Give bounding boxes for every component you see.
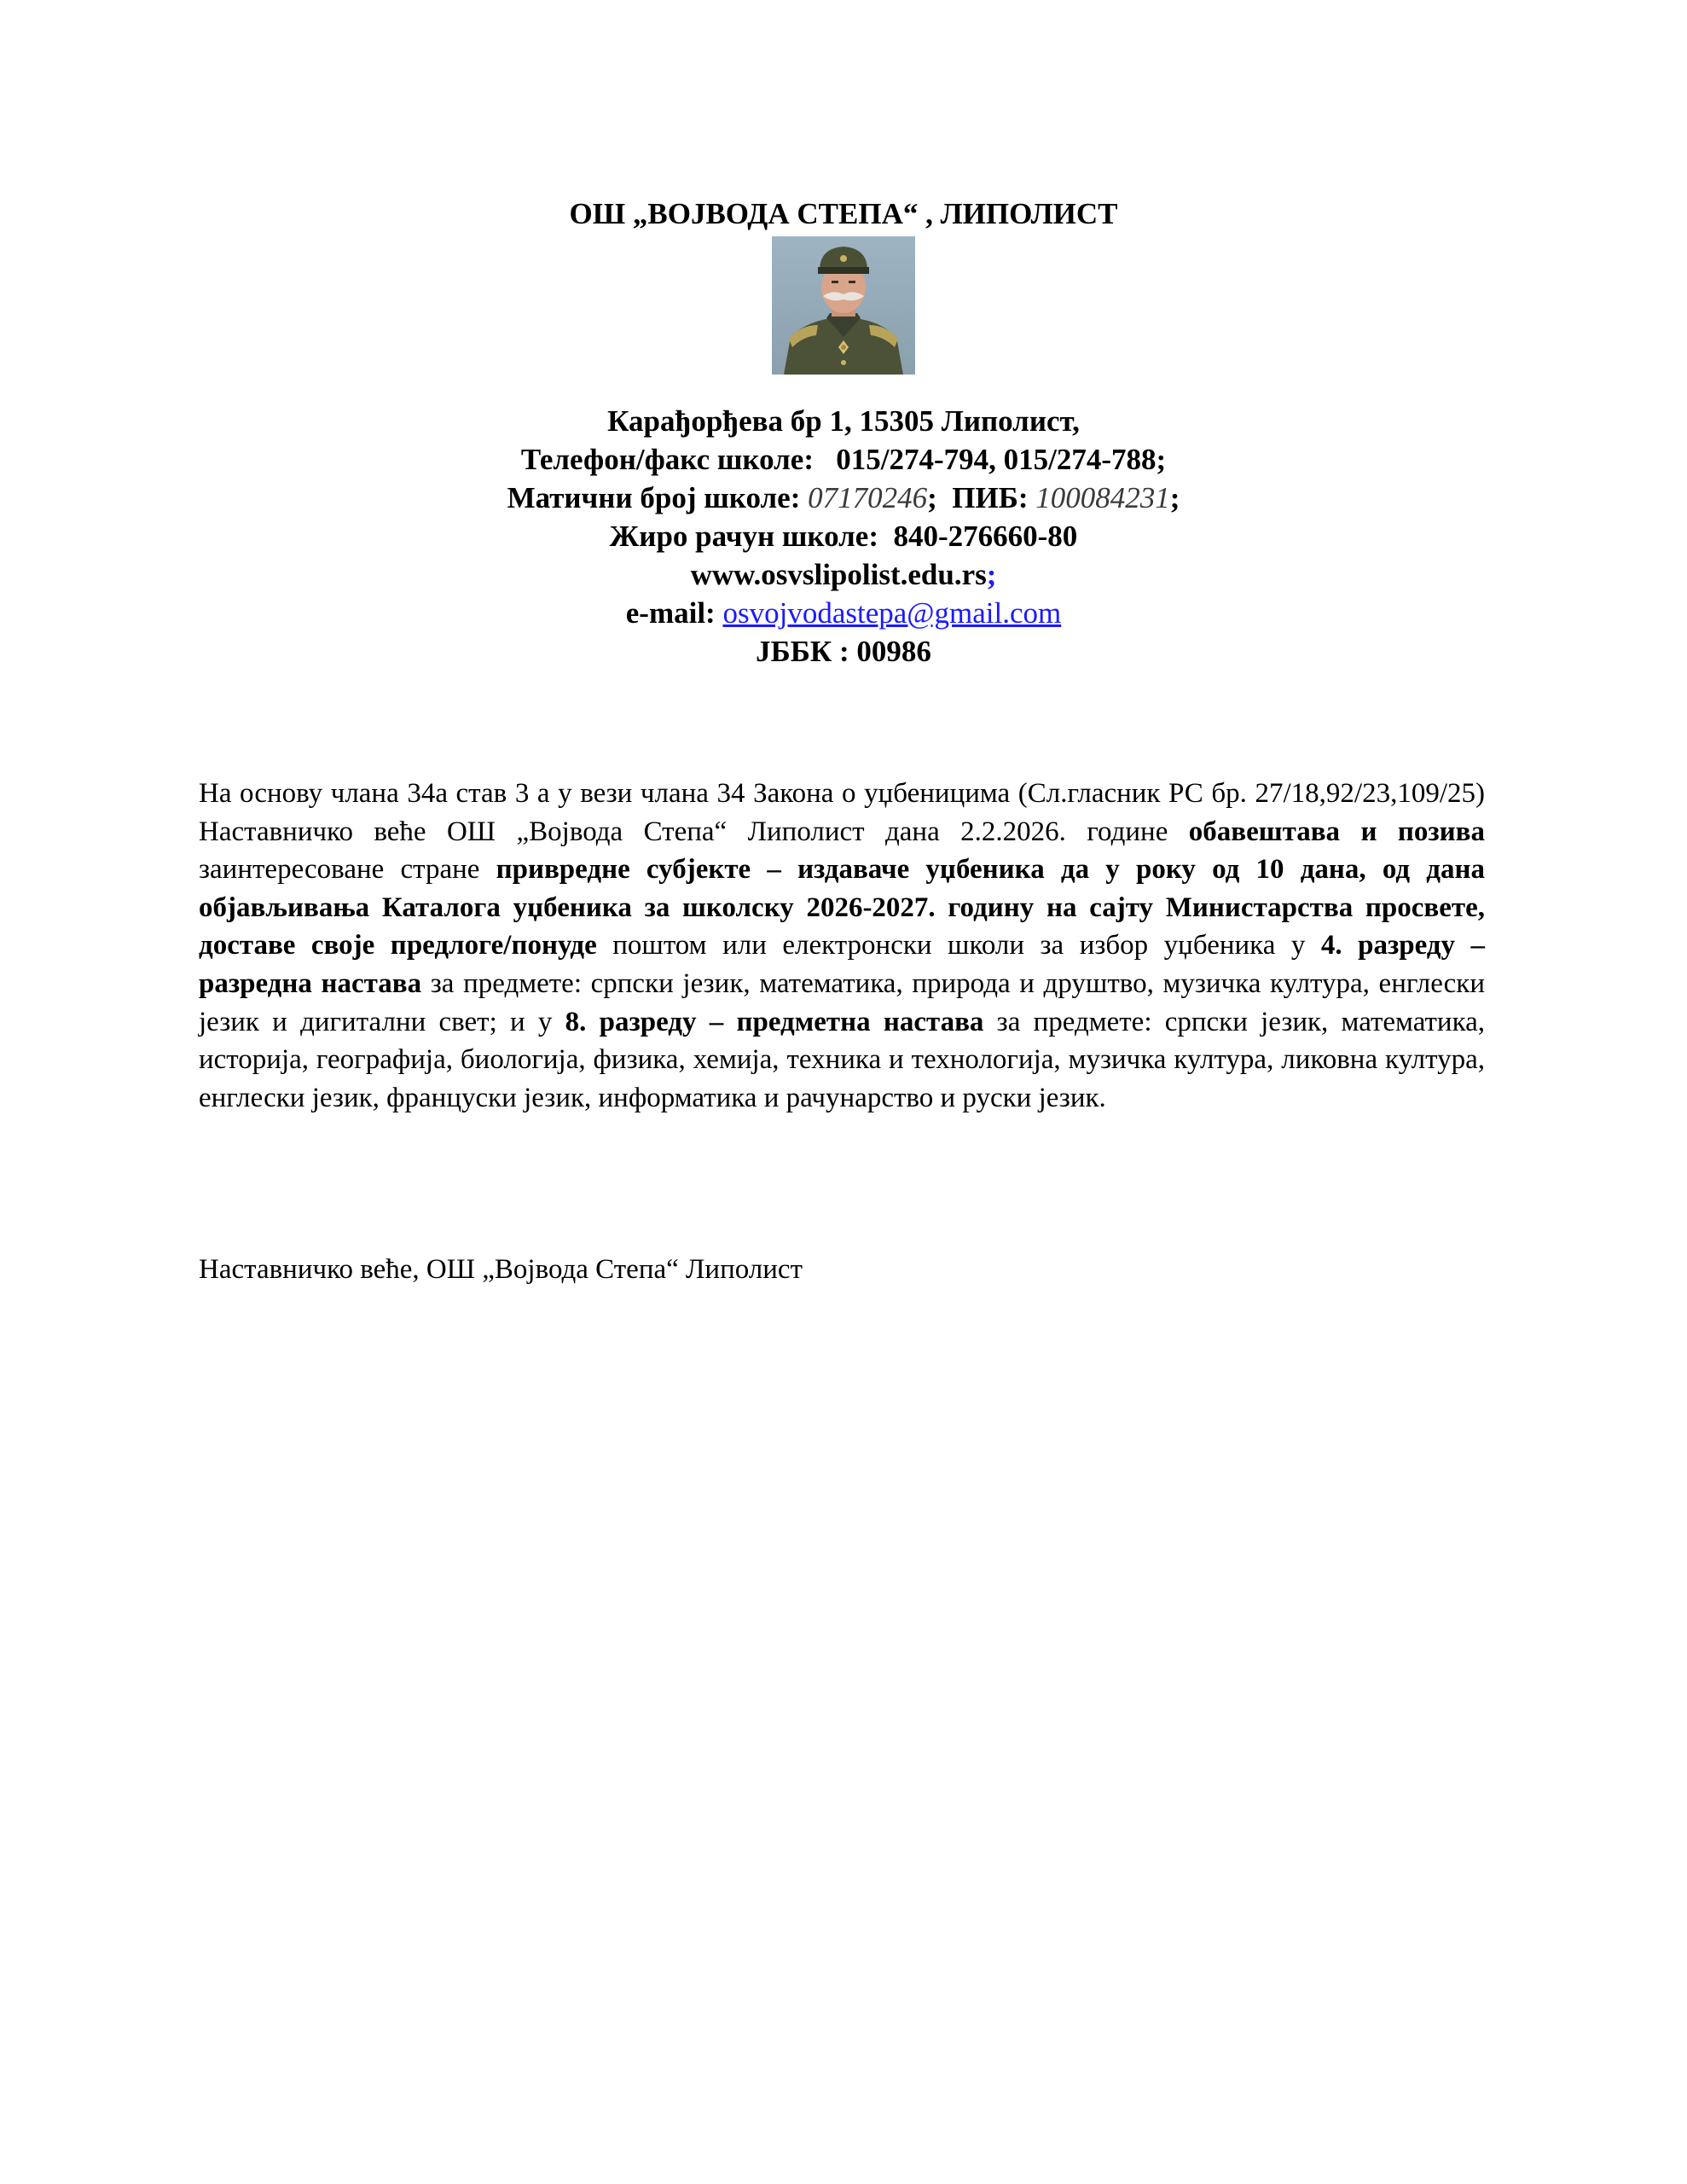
body-text-5: за предмете: српски језик, математика, историја, географија, биологија, физика, хемија, техника и технологија, музичка култура, ликовна култура, енглески језик, француски језик, информатика и рачунарство и руски језик.	[199, 1006, 1486, 1113]
body-bold-4: 8. разреду – предметна настава	[565, 1006, 984, 1037]
body-text-4: за предмете: српски језик, математика, природа и друштво, музичка култура, енглески језик и дигитални свет; и у	[199, 967, 1486, 1037]
account-line	[0, 517, 1687, 555]
body-bold-3: 4. разреду – разредна настава	[199, 930, 1485, 999]
email-line	[0, 594, 1687, 632]
website-line	[0, 555, 1687, 594]
school-address: Карађорђева бр 1, 15305 Липолист,	[607, 404, 1080, 438]
reg-separator: ;	[927, 481, 937, 514]
body-text-3: поштом или електронски школи за избор уџбеника у	[596, 930, 1321, 961]
website-separator: ;	[986, 558, 997, 591]
pib-value: 100084231	[1035, 481, 1170, 514]
pib-separator: ;	[1169, 481, 1180, 514]
account-label: Жиро рачун школе:	[609, 520, 878, 553]
school-name: ОШ „ВОЈВОДА СТЕПА“ , ЛИПОЛИСТ	[569, 197, 1118, 230]
letterhead	[0, 195, 1687, 671]
body-bold-2: привредне субјекте – издаваче уџбеника да у року од 10 дана, од дана објављивања Каталога уџбеника за школску 2026-2027. годину на сајту Министарства просвете, доставе своје предлоге/понуде	[199, 854, 1485, 961]
jbbk: ЈББК : 00986	[756, 635, 931, 668]
phone-line	[0, 440, 1687, 479]
portrait-photo-icon	[772, 236, 915, 375]
registration-line	[0, 479, 1687, 517]
website: www.osvslipolist.edu.rs	[690, 558, 987, 591]
phone-label: Телефон/факс школе:	[520, 443, 814, 476]
body-text-2: заинтересоване стране	[199, 854, 496, 886]
notice-paragraph	[199, 775, 1485, 1117]
reg-value: 07170246	[808, 481, 928, 514]
account-value: 840-276660-80	[893, 520, 1078, 553]
signature: Наставничко веће, ОШ „Војвода Степа“ Липолист	[199, 1254, 803, 1285]
phone-value: 015/274-794, 015/274-788;	[836, 443, 1167, 476]
email-link[interactable]: osvojvodastepa@gmail.com	[722, 596, 1062, 630]
email-label: e-mail:	[625, 596, 716, 630]
body-bold-1: обавештава и позива	[1188, 816, 1486, 847]
reg-label: Матични број школе:	[507, 481, 801, 514]
body-text-1: На основу члана 34а став 3 а у вези члана 34 Закона о уџбеницима (Сл.гласник РС бр. 27/18,92/23,109/25) Наставничко веће ОШ „Војвода Степа“ Липолист дана 2.2.2026. године	[199, 778, 1485, 847]
pib-label: ПИБ:	[952, 481, 1029, 514]
